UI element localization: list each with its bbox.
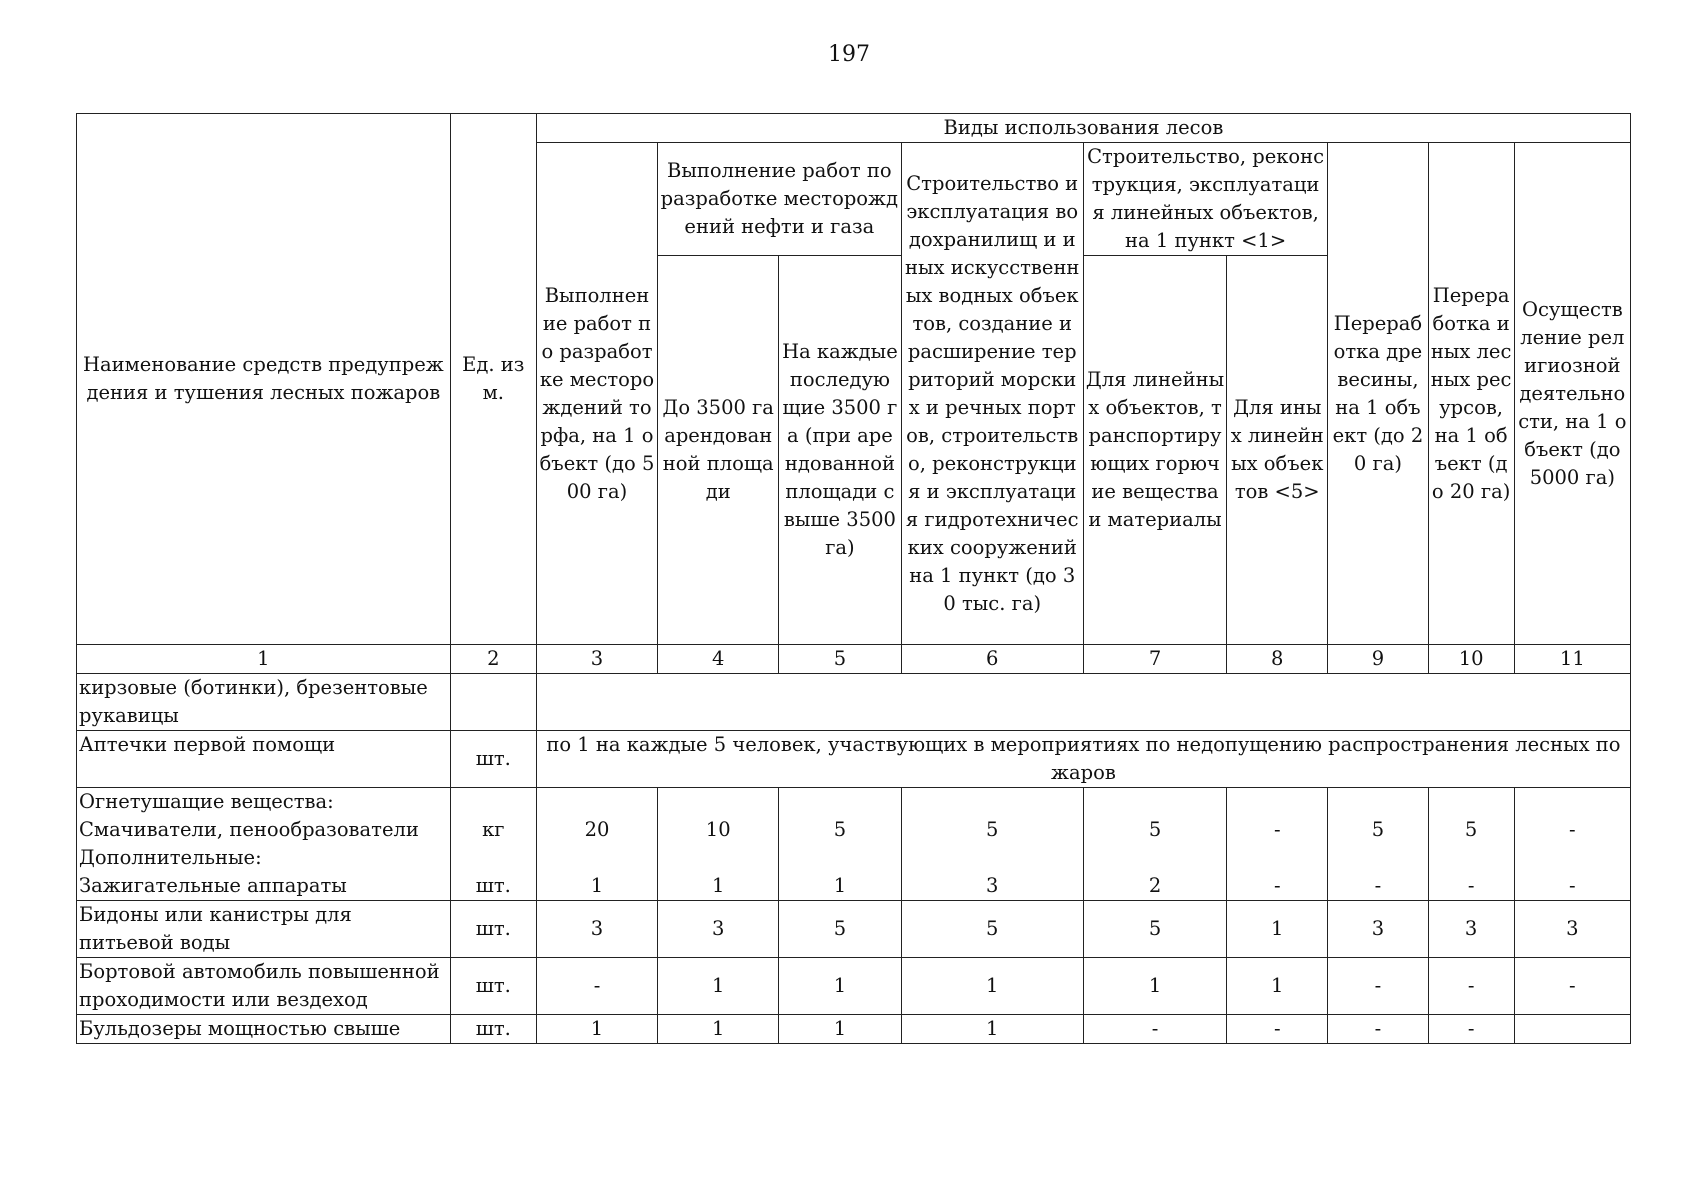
cell-value: 1 (901, 958, 1083, 1015)
header-col7: Для линейных объектов, транспортирующих горючие вещества и материалы (1083, 256, 1226, 645)
header-col3: Выполнение работ по разработке месторождений торфа, на 1 объект (до 500 га) (536, 143, 657, 645)
row-unit: шт. (450, 731, 536, 788)
row-unit: шт. (450, 1015, 536, 1044)
table-row (77, 788, 1631, 901)
cell-value: - (536, 958, 657, 1015)
row-name: Бульдозеры мощностью свыше (77, 1015, 451, 1044)
cell-value: 1 (1083, 958, 1226, 1015)
header-group-oil-gas: Выполнение работ по разработке месторождений нефти и газа (658, 143, 901, 256)
header-group-linear: Строительство, реконструкция, эксплуатация линейных объектов, на 1 пункт <1> (1083, 143, 1327, 256)
header-col4: До 3500 га арендованной площади (658, 256, 779, 645)
cell-value: 5 (779, 901, 901, 958)
column-number: 1 (77, 645, 451, 674)
cell-value: 1 (779, 958, 901, 1015)
cell-value: - (1328, 1015, 1428, 1044)
row-name-line: Огнетушащие вещества: (79, 790, 334, 813)
cell-value: 1 (1227, 958, 1328, 1015)
row-name-line: Дополнительные: (79, 846, 262, 869)
header-group-title: Виды использования лесов (536, 114, 1630, 143)
page-number: 197 (828, 42, 870, 67)
cell-value: 1 (658, 1015, 779, 1044)
column-number: 6 (901, 645, 1083, 674)
cell-value: - (1328, 958, 1428, 1015)
cell-value: 1 (658, 958, 779, 1015)
row-unit (450, 674, 536, 731)
cell-value: 3 (1428, 901, 1514, 958)
forest-fire-equipment-table (76, 113, 1631, 1044)
cell-value: - (1428, 958, 1514, 1015)
row-name-line: Смачиватели, пенообразователи (79, 818, 419, 841)
cell-value: - (1428, 1015, 1514, 1044)
cell-value: 5 - (1328, 788, 1428, 901)
cell-value: 5 3 (901, 788, 1083, 901)
header-col1: Наименование средств предупреждения и тушения лесных пожаров (77, 114, 451, 645)
cell-value: 3 (658, 901, 779, 958)
column-number: 10 (1428, 645, 1514, 674)
cell-value: 5 - (1428, 788, 1514, 901)
row-merged-note: по 1 на каждые 5 человек, участвующих в мероприятиях по недопущению распространения лесных пожаров (536, 731, 1630, 788)
column-number: 8 (1227, 645, 1328, 674)
column-number: 3 (536, 645, 657, 674)
cell-value: - - (1227, 788, 1328, 901)
header-col9: Переработка древесины, на 1 объект (до 20 га) (1328, 143, 1428, 645)
cell-value: 3 (1514, 901, 1630, 958)
row-unit: шт. (450, 958, 536, 1015)
column-number: 11 (1514, 645, 1630, 674)
cell-value: 5 1 (779, 788, 901, 901)
column-number: 9 (1328, 645, 1428, 674)
cell-value: - (1083, 1015, 1226, 1044)
cell-value (1514, 1015, 1630, 1044)
table-row (77, 901, 1631, 958)
cell-value: 20 1 (536, 788, 657, 901)
column-number: 2 (450, 645, 536, 674)
row-name-line: Зажигательные аппараты (79, 874, 347, 897)
cell-value: - - (1514, 788, 1630, 901)
row-name (77, 788, 451, 901)
table-row (77, 958, 1631, 1015)
cell-value: 5 (1083, 901, 1226, 958)
header-col11: Осуществление религиозной деятельности, на 1 объект (до 5000 га) (1514, 143, 1630, 645)
table-row (77, 674, 1631, 731)
cell-value: - (1514, 958, 1630, 1015)
cell-value: 1 (536, 1015, 657, 1044)
table-row (77, 1015, 1631, 1044)
header-col8: Для иных линейных объектов <5> (1227, 256, 1328, 645)
row-name: Аптечки первой помощи (77, 731, 451, 788)
row-empty-merged (536, 674, 1630, 731)
header-col5: На каждые последующие 3500 га (при арендованной площади свыше 3500 га) (779, 256, 901, 645)
header-col2: Ед. изм. (450, 114, 536, 645)
unit-b: шт. (475, 874, 511, 897)
row-name: Бидоны или канистры для питьевой воды (77, 901, 451, 958)
column-number: 5 (779, 645, 901, 674)
row-name: кирзовые (ботинки), брезентовые рукавицы (77, 674, 451, 731)
row-unit: шт. (450, 901, 536, 958)
cell-value: 1 (1227, 901, 1328, 958)
header-col10: Переработка иных лесных ресурсов, на 1 объект (до 20 га) (1428, 143, 1514, 645)
cell-value: 10 1 (658, 788, 779, 901)
row-unit (450, 788, 536, 901)
unit-a: кг (482, 818, 505, 841)
cell-value: 5 (901, 901, 1083, 958)
cell-value: - (1227, 1015, 1328, 1044)
cell-value: 1 (779, 1015, 901, 1044)
header-col6: Строительство и эксплуатация водохранилищ и иных искусственных водных объектов, создание и расширение территорий морских и речных портов, строительство, реконструкция и эксплуатация гидротехнических сооружений на 1 пункт (до 30 тыс. га) (901, 143, 1083, 645)
column-number: 7 (1083, 645, 1226, 674)
row-name: Бортовой автомобиль повышенной проходимости или вездеход (77, 958, 451, 1015)
table-row (77, 731, 1631, 788)
cell-value: 1 (901, 1015, 1083, 1044)
cell-value: 3 (536, 901, 657, 958)
column-number: 4 (658, 645, 779, 674)
cell-value: 5 2 (1083, 788, 1226, 901)
cell-value: 3 (1328, 901, 1428, 958)
